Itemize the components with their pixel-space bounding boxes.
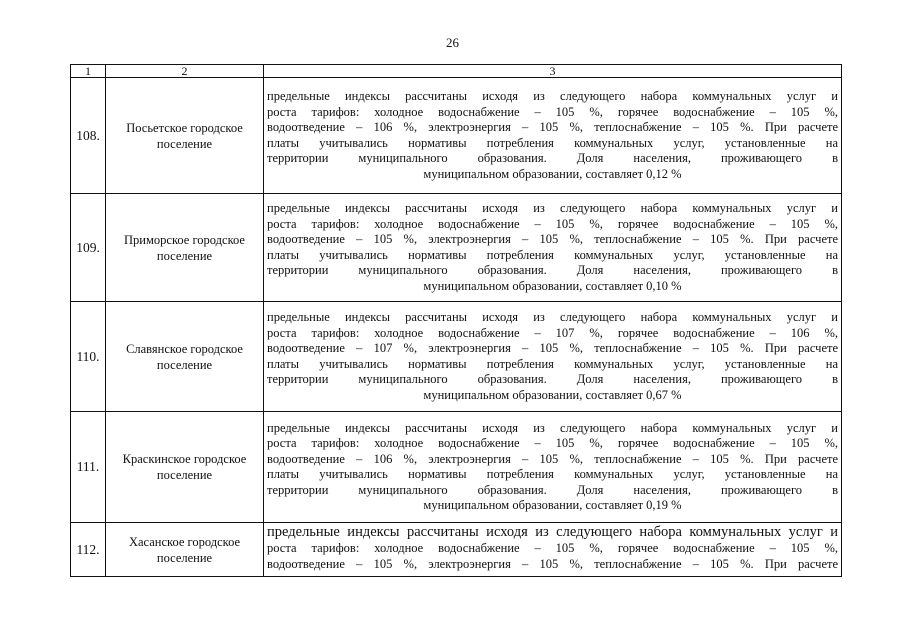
row-number: 109. <box>71 194 106 302</box>
settlement-name: Посьетское городское поселение <box>106 78 264 194</box>
description-line: муниципальном образовании, составляет 0,12 % <box>423 166 682 181</box>
header-col-1: 1 <box>71 65 106 78</box>
table-header-row <box>71 65 842 78</box>
tariff-description <box>264 302 842 412</box>
description-line: роста тарифов: холодное водоснабжение – 105 %, горячее водоснабжение – 105 %, <box>267 436 838 450</box>
tariff-description <box>264 194 842 302</box>
settlement-name: Краскинское городское поселение <box>106 412 264 523</box>
description-line: предельные индексы рассчитаны исходя из следующего набора коммунальных услуг и <box>267 310 838 324</box>
description-line: роста тарифов: холодное водоснабжение – 105 %, горячее водоснабжение – 105 %, <box>267 104 838 119</box>
description-line: предельные индексы рассчитаны исходя из следующего набора коммунальных услуг и <box>267 89 838 103</box>
description-line: платы учитывались нормативы потребления коммунальных услуг, установленные на <box>267 135 838 150</box>
description-line: водоотведение – 106 %, электроэнергия – 105 %, теплоснабжение – 105 %. При расчете <box>267 451 838 466</box>
page-number: 26 <box>446 35 459 50</box>
description-line: роста тарифов: холодное водоснабжение – 105 %, горячее водоснабжение – 105 %, <box>267 541 838 555</box>
tariff-description <box>264 523 842 577</box>
row-number: 108. <box>71 78 106 194</box>
table-row <box>71 78 842 194</box>
row-number: 112. <box>71 523 106 577</box>
row-number: 111. <box>71 412 106 523</box>
tariff-table <box>70 64 842 577</box>
description-line: предельные индексы рассчитаны исходя из следующего набора коммунальных услуг и <box>267 524 838 540</box>
table-row <box>71 194 842 302</box>
settlement-name: Славянское городское поселение <box>106 302 264 412</box>
row-number: 110. <box>71 302 106 412</box>
description-line: предельные индексы рассчитаны исходя из следующего набора коммунальных услуг и <box>267 201 838 215</box>
description-line: муниципальном образовании, составляет 0,67 % <box>423 387 682 402</box>
tariff-description <box>264 412 842 523</box>
table-row <box>71 523 842 577</box>
description-line: роста тарифов: холодное водоснабжение – 107 %, горячее водоснабжение – 106 %, <box>267 325 838 340</box>
description-line: платы учитывались нормативы потребления коммунальных услуг, установленные на <box>267 467 838 481</box>
description-line: роста тарифов: холодное водоснабжение – 105 %, горячее водоснабжение – 105 %, <box>267 216 838 231</box>
description-line: водоотведение – 107 %, электроэнергия – 105 %, теплоснабжение – 105 %. При расчете <box>267 341 838 355</box>
description-line: платы учитывались нормативы потребления коммунальных услуг, установленные на <box>267 356 838 371</box>
table-row <box>71 302 842 412</box>
description-line: муниципальном образовании, составляет 0,10 % <box>423 278 682 293</box>
description-line: водоотведение – 105 %, электроэнергия – 105 %, теплоснабжение – 105 %. При расчете <box>267 232 838 246</box>
header-col-3: 3 <box>264 65 842 78</box>
description-line: муниципальном образовании, составляет 0,19 % <box>423 498 682 512</box>
description-line: водоотведение – 105 %, электроэнергия – 105 %, теплоснабжение – 105 %. При расчете <box>267 556 838 571</box>
table-row <box>71 412 842 523</box>
description-line: платы учитывались нормативы потребления коммунальных услуг, установленные на <box>267 247 838 262</box>
tariff-description <box>264 78 842 194</box>
description-line: территории муниципального образования. Доля населения, проживающего в <box>267 372 838 386</box>
settlement-name: Хасанское городское поселение <box>106 523 264 577</box>
description-line: территории муниципального образования. Доля населения, проживающего в <box>267 151 838 165</box>
settlement-name: Приморское городское поселение <box>106 194 264 302</box>
description-line: водоотведение – 106 %, электроэнергия – 105 %, теплоснабжение – 105 %. При расчете <box>267 120 838 134</box>
description-line: территории муниципального образования. Доля населения, проживающего в <box>267 482 838 497</box>
header-col-2: 2 <box>106 65 264 78</box>
description-line: предельные индексы рассчитаны исходя из следующего набора коммунальных услуг и <box>267 420 838 435</box>
description-line: территории муниципального образования. Доля населения, проживающего в <box>267 263 838 277</box>
